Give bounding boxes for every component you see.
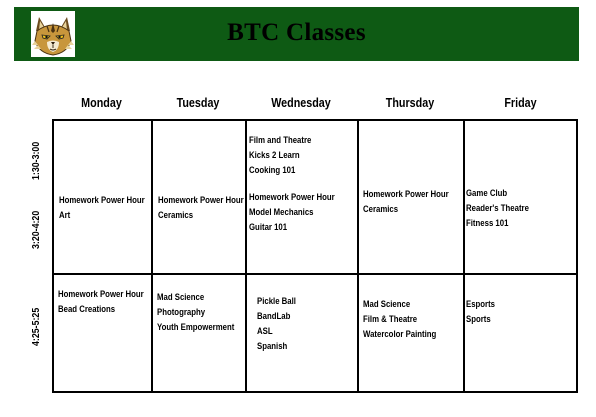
- class-item: Cooking 101: [249, 165, 296, 176]
- class-item: Mad Science: [363, 299, 411, 310]
- class-item: Guitar 101: [249, 222, 288, 233]
- class-item: Homework Power Hour: [158, 195, 244, 206]
- class-item: Spanish: [257, 341, 288, 352]
- grid-divider: [151, 121, 153, 391]
- class-item: Homework Power Hour: [249, 192, 335, 203]
- page-title: BTC Classes: [227, 19, 366, 46]
- class-item: Homework Power Hour: [59, 195, 145, 206]
- time-label-second: 3:20-4:20: [30, 210, 42, 249]
- day-header-tuesday: Tuesday: [176, 96, 220, 110]
- grid-divider: [245, 121, 247, 391]
- class-item: ASL: [257, 326, 273, 337]
- class-item: Fitness 101: [466, 218, 509, 229]
- class-item: Esports: [466, 299, 496, 310]
- day-header-monday: Monday: [81, 96, 122, 110]
- class-item: Mad Science: [157, 292, 205, 303]
- cell-wednesday-late: [249, 190, 335, 235]
- class-item: Photography: [157, 307, 206, 318]
- cell-thursday-bottom: [363, 297, 436, 342]
- day-header-friday: Friday: [504, 96, 537, 110]
- class-item: Ceramics: [158, 210, 194, 221]
- day-header-thursday: Thursday: [385, 96, 435, 110]
- day-header-wednesday: Wednesday: [271, 96, 331, 110]
- class-item: Watercolor Painting: [363, 329, 437, 340]
- class-item: BandLab: [257, 311, 291, 322]
- cell-tuesday-top: [158, 193, 244, 223]
- cell-monday-bottom: [58, 287, 144, 317]
- class-item: Youth Empowerment: [157, 322, 235, 333]
- class-item: Ceramics: [363, 204, 399, 215]
- class-item: Bead Creations: [58, 304, 116, 315]
- class-item: Film & Theatre: [363, 314, 418, 325]
- cell-thursday-top: [363, 187, 449, 217]
- cell-wednesday-early: [249, 133, 311, 178]
- class-item: Film and Theatre: [249, 135, 312, 146]
- header-banner: [14, 7, 579, 61]
- class-item: Homework Power Hour: [58, 289, 144, 300]
- class-item: Reader's Theatre: [466, 203, 529, 214]
- cell-friday-top: [466, 186, 529, 231]
- class-item: Sports: [466, 314, 491, 325]
- cell-wednesday-bottom: [257, 294, 296, 354]
- time-label-third: 4:25-5:25: [30, 307, 42, 346]
- class-item: Game Club: [466, 188, 508, 199]
- time-label-first: 1:30-3:00: [30, 141, 42, 180]
- schedule-grid: [52, 119, 578, 393]
- cell-tuesday-bottom: [157, 290, 234, 335]
- cell-friday-bottom: [466, 297, 495, 327]
- grid-divider: [357, 121, 359, 391]
- cell-monday-top: [59, 193, 145, 223]
- class-item: Model Mechanics: [249, 207, 314, 218]
- class-item: Homework Power Hour: [363, 189, 449, 200]
- class-item: Kicks 2 Learn: [249, 150, 300, 161]
- class-item: Pickle Ball: [257, 296, 296, 307]
- class-item: Art: [59, 210, 71, 221]
- grid-divider: [54, 273, 576, 275]
- grid-divider: [463, 121, 465, 391]
